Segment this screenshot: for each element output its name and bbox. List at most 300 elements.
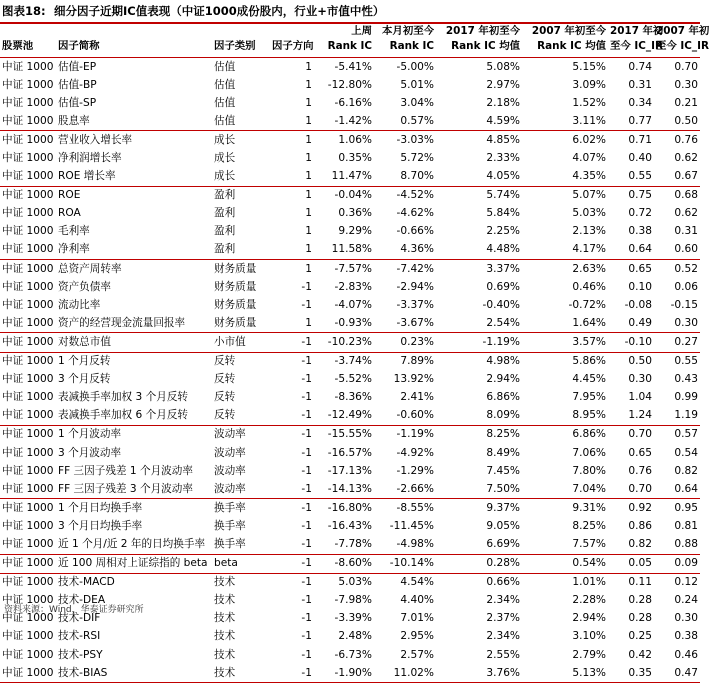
ic-mean-2007-cell: 5.13% [522, 664, 608, 683]
ic-mean-2017-cell: 2.25% [486, 225, 520, 238]
factor-name-cell: 技术-RSI [58, 630, 101, 643]
factor-name-cell: 3 个月波动率 [58, 446, 122, 459]
ic-mean-2007-cell: -0.72% [568, 298, 606, 311]
ic-mean-2017-cell: 2.97% [486, 78, 520, 91]
factor-category-cell: 反转 [214, 373, 236, 386]
ic-ir-2007-cell: 0.21 [674, 96, 698, 109]
last-week-ic-cell: -7.98% [334, 594, 372, 607]
ic-mean-2007-cell: 1.64% [522, 314, 608, 333]
factor-direction-cell: 1 [270, 241, 314, 260]
ic-ir-2017-cell: 0.64 [608, 241, 654, 260]
ic-mean-2007-cell: 2.79% [572, 648, 606, 661]
header-top-cell: 2017 年初 [610, 25, 664, 37]
header-top-cell: 2007 年初至今 [531, 25, 606, 37]
ic-mean-2007-cell: 3.10% [572, 630, 606, 643]
factor-direction-cell: -1 [301, 373, 312, 386]
month-ic-cell: -5.00% [396, 60, 434, 73]
pool-cell: 中证 1000 [2, 576, 54, 589]
month-ic-cell: -2.94% [396, 280, 434, 293]
factor-category-cell: 成长 [214, 152, 236, 165]
month-ic-cell: 5.72% [400, 152, 434, 165]
pool-cell: 中证 1000 [2, 355, 54, 368]
factor-category-cell: 技术 [214, 648, 236, 661]
ic-mean-2017-cell: 6.86% [486, 391, 520, 404]
ic-mean-2017-cell: 9.05% [486, 519, 520, 532]
factor-direction-cell: 1 [305, 133, 312, 146]
ic-mean-2017-cell: 4.98% [486, 355, 520, 368]
table-row [0, 425, 700, 444]
factor-category-cell: 波动率 [214, 446, 246, 459]
ic-mean-2017-cell: 2.18% [486, 96, 520, 109]
ic-ir-2017-cell: 0.55 [608, 168, 654, 187]
pool-cell: 中证 1000 [0, 314, 56, 333]
ic-ir-2017-cell: 0.86 [628, 519, 652, 532]
ic-ir-2017-cell: 0.77 [608, 112, 654, 131]
table-row [0, 389, 700, 407]
pool-cell: 中证 1000 [2, 446, 54, 459]
factor-name-cell: 近 100 周相对上证综指的 beta [56, 554, 212, 573]
pool-cell: 中证 1000 [0, 168, 56, 187]
factor-category-cell: 反转 [214, 355, 236, 368]
ic-ir-2007-cell: 0.55 [674, 355, 698, 368]
factor-name-cell: 1 个月波动率 [58, 428, 122, 441]
table-row [0, 278, 700, 296]
factor-direction-cell: -1 [301, 391, 312, 404]
ic-ir-2007-cell: 0.54 [674, 446, 698, 459]
pool-cell: 中证 1000 [2, 519, 54, 532]
factor-category-cell: beta [212, 554, 270, 573]
last-week-ic-cell: -7.57% [334, 262, 372, 275]
ic-mean-2007-cell: 4.45% [572, 373, 606, 386]
factor-category-cell: 波动率 [212, 480, 270, 499]
table-row [0, 241, 700, 260]
ic-mean-2017-cell: 5.74% [486, 189, 520, 202]
table-row [0, 223, 700, 241]
ic-mean-2017-cell: 7.50% [436, 480, 522, 499]
factor-category-cell: 技术 [214, 612, 236, 625]
month-ic-cell: -1.19% [396, 428, 434, 441]
table-row [0, 462, 700, 480]
factor-category-cell: 盈利 [214, 207, 236, 220]
factor-category-cell: 反转 [212, 407, 270, 426]
factor-name-cell: 资产负债率 [58, 280, 111, 293]
last-week-ic-cell: 11.47% [314, 168, 374, 187]
last-week-ic-cell: -3.39% [334, 612, 372, 625]
month-ic-cell: 8.70% [374, 168, 436, 187]
header-row-bottom [0, 39, 700, 58]
ic-ir-2017-cell: 0.40 [628, 152, 652, 165]
ic-mean-2007-cell: 1.52% [572, 96, 606, 109]
last-week-ic-cell: -7.78% [314, 535, 374, 554]
table-row [0, 646, 700, 664]
ic-mean-2017-cell: 0.28% [436, 554, 522, 573]
ic-ir-2017-cell: -0.10 [608, 333, 654, 352]
last-week-ic-cell: -8.60% [314, 554, 374, 573]
table-row [0, 76, 700, 94]
last-week-ic-cell: 0.35% [338, 152, 372, 165]
factor-direction-cell: 1 [305, 262, 312, 275]
ic-ir-2017-cell: 0.49 [608, 314, 654, 333]
pool-cell: 中证 1000 [0, 241, 56, 260]
factor-category-cell: 技术 [214, 594, 236, 607]
last-week-ic-cell: -12.49% [314, 407, 374, 426]
header-2007-ic-ir: 至今 IC_IR [656, 40, 709, 52]
ic-mean-2007-cell: 4.07% [572, 152, 606, 165]
factor-direction-cell: -1 [301, 355, 312, 368]
last-week-ic-cell: 11.58% [314, 241, 374, 260]
ic-ir-2017-cell: 0.70 [628, 428, 652, 441]
ic-mean-2007-cell: 7.06% [572, 446, 606, 459]
factor-direction-cell: 1 [305, 60, 312, 73]
month-ic-cell: 13.92% [393, 373, 434, 386]
ic-ir-2017-cell: 0.10 [628, 280, 652, 293]
table-row [0, 296, 700, 314]
header-factor-direction: 因子方向 [272, 40, 314, 52]
month-ic-cell: -3.37% [396, 298, 434, 311]
factor-category-cell: 成长 [212, 168, 270, 187]
ic-mean-2007-cell: 9.31% [572, 501, 606, 514]
ic-ir-2007-cell: 0.57 [674, 428, 698, 441]
ic-ir-2007-cell: 0.81 [674, 519, 698, 532]
factor-name-cell: 股息率 [56, 112, 212, 131]
ic-ir-2007-cell: 0.12 [674, 576, 698, 589]
figure-label: 图表18: [2, 4, 46, 18]
ic-ir-2017-cell: 0.35 [608, 664, 654, 683]
pool-cell: 中证 1000 [2, 630, 54, 643]
ic-mean-2017-cell: 8.09% [436, 407, 522, 426]
month-ic-cell: 7.89% [400, 355, 434, 368]
month-ic-cell: -11.45% [389, 519, 434, 532]
month-ic-cell: -4.52% [396, 189, 434, 202]
pool-cell: 中证 1000 [0, 407, 56, 426]
ic-ir-2017-cell: 0.65 [628, 262, 652, 275]
factor-category-cell: 财务质量 [212, 314, 270, 333]
factor-direction-cell: -1 [270, 480, 314, 499]
ic-ir-2017-cell: 1.24 [608, 407, 654, 426]
table-body [0, 58, 700, 683]
last-week-ic-cell: -15.55% [327, 428, 372, 441]
ic-mean-2017-cell: 2.33% [486, 152, 520, 165]
ic-mean-2007-cell: 6.86% [572, 428, 606, 441]
pool-cell: 中证 1000 [2, 280, 54, 293]
month-ic-cell: 11.02% [374, 664, 436, 683]
factor-name-cell: 近 1 个月/近 2 年的日均换手率 [56, 535, 212, 554]
month-ic-cell: -0.60% [374, 407, 436, 426]
ic-mean-2017-cell: 8.49% [486, 446, 520, 459]
factor-category-cell: 估值 [214, 78, 236, 91]
month-ic-cell: -4.92% [396, 446, 434, 459]
ic-ir-2017-cell: 0.65 [628, 446, 652, 459]
pool-cell: 中证 1000 [2, 464, 54, 477]
pool-cell: 中证 1000 [0, 664, 56, 683]
factor-direction-cell: 1 [305, 207, 312, 220]
ic-ir-2007-cell: 0.47 [654, 664, 700, 683]
ic-ir-2007-cell: 0.24 [674, 594, 698, 607]
factor-direction-cell: -1 [301, 594, 312, 607]
factor-name-cell: 3 个月反转 [58, 373, 111, 386]
factor-direction-cell: 1 [305, 78, 312, 91]
factor-direction-cell: -1 [301, 464, 312, 477]
table-row [0, 149, 700, 167]
month-ic-cell: 2.57% [400, 648, 434, 661]
table-row [0, 554, 700, 573]
header-top-cell [56, 24, 212, 39]
ic-ir-2007-cell: 0.64 [654, 480, 700, 499]
factor-direction-cell: 1 [305, 189, 312, 202]
pool-cell: 中证 1000 [2, 78, 54, 91]
factor-direction-cell: -1 [301, 630, 312, 643]
ic-ir-2007-cell: 0.99 [674, 391, 698, 404]
ic-mean-2007-cell: 2.63% [572, 262, 606, 275]
factor-category-cell: 成长 [214, 133, 236, 146]
last-week-ic-cell: 0.36% [338, 207, 372, 220]
factor-direction-cell: 1 [270, 314, 314, 333]
factor-direction-cell: 1 [305, 152, 312, 165]
header-last-week-ic: Rank IC [327, 40, 372, 52]
factor-name-cell: 净利润增长率 [58, 152, 122, 165]
month-ic-cell: -10.14% [374, 554, 436, 573]
ic-ir-2017-cell: 0.30 [628, 373, 652, 386]
ic-ir-2007-cell: 0.82 [674, 464, 698, 477]
ic-ir-2007-cell: 0.68 [674, 189, 698, 202]
ic-ir-2007-cell: 0.70 [674, 60, 698, 73]
ic-ir-2007-cell: 0.62 [674, 152, 698, 165]
ic-mean-2017-cell: 6.69% [436, 535, 522, 554]
month-ic-cell: 2.41% [400, 391, 434, 404]
table-row [0, 314, 700, 333]
pool-cell: 中证 1000 [2, 133, 54, 146]
ic-mean-2007-cell: 7.95% [572, 391, 606, 404]
last-week-ic-cell: -5.52% [334, 373, 372, 386]
month-ic-cell: 0.23% [374, 333, 436, 352]
table-row [0, 94, 700, 112]
month-ic-cell: 2.95% [400, 630, 434, 643]
table-row [0, 333, 700, 352]
factor-category-cell: 盈利 [214, 189, 236, 202]
pool-cell: 中证 1000 [2, 262, 54, 275]
header-2017-ic-ir: 至今 IC_IR [610, 40, 663, 52]
header-month-ic: Rank IC [389, 40, 434, 52]
month-ic-cell: -1.29% [396, 464, 434, 477]
factor-direction-cell: -1 [301, 280, 312, 293]
ic-ir-2017-cell: 0.05 [608, 554, 654, 573]
pool-cell: 中证 1000 [0, 480, 56, 499]
ic-ir-2007-cell: 0.50 [654, 112, 700, 131]
ic-ir-2007-cell: 1.19 [654, 407, 700, 426]
last-week-ic-cell: -1.42% [314, 112, 374, 131]
table-row [0, 205, 700, 223]
ic-mean-2007-cell: 5.07% [572, 189, 606, 202]
ic-mean-2017-cell: 9.37% [486, 501, 520, 514]
pool-cell: 中证 1000 [0, 333, 56, 352]
factor-direction-cell: -1 [301, 576, 312, 589]
factor-category-cell: 财务质量 [214, 298, 257, 311]
pool-cell: 中证 1000 [2, 189, 54, 202]
header-top-cell: 上周 [351, 25, 372, 37]
header-top-cell: 2017 年初至今 [445, 25, 520, 37]
header-factor-name: 因子简称 [58, 40, 100, 52]
ic-ir-2017-cell: 0.34 [628, 96, 652, 109]
ic-mean-2007-cell: 5.15% [572, 60, 606, 73]
factor-name-cell: 估值-BP [58, 78, 97, 91]
factor-direction-cell: -1 [301, 519, 312, 532]
header-2017-ic-mean: Rank IC 均值 [451, 40, 520, 52]
ic-mean-2007-cell: 1.01% [572, 576, 606, 589]
factor-name-cell: 对数总市值 [56, 333, 212, 352]
factor-category-cell: 反转 [214, 391, 236, 404]
factor-category-cell: 估值 [214, 60, 236, 73]
month-ic-cell: 5.01% [400, 78, 434, 91]
factor-category-cell: 换手率 [212, 535, 270, 554]
factor-direction-cell: 1 [270, 168, 314, 187]
ic-ir-2007-cell: -0.15 [670, 298, 698, 311]
ic-ir-2017-cell: 0.28 [628, 612, 652, 625]
ic-mean-2017-cell: 5.84% [486, 207, 520, 220]
ic-ir-2017-cell: 0.28 [628, 594, 652, 607]
factor-category-cell: 技术 [214, 576, 236, 589]
ic-ir-2017-cell: 0.74 [628, 60, 652, 73]
table-row [0, 664, 700, 683]
factor-category-cell: 财务质量 [214, 280, 257, 293]
table-row [0, 112, 700, 131]
ic-mean-2007-cell: 3.11% [522, 112, 608, 131]
header-top-cell [0, 24, 56, 39]
table-row [0, 499, 700, 518]
factor-direction-cell: -1 [301, 446, 312, 459]
ic-ir-2017-cell: 1.04 [628, 391, 652, 404]
ic-ir-2007-cell: 0.31 [674, 225, 698, 238]
factor-direction-cell: -1 [301, 298, 312, 311]
ic-table [0, 24, 709, 683]
header-top-cell [270, 24, 314, 39]
pool-cell: 中证 1000 [2, 391, 54, 404]
factor-name-cell: FF 三因子残差 3 个月波动率 [56, 480, 212, 499]
ic-ir-2017-cell: 0.71 [628, 133, 652, 146]
month-ic-cell: 4.40% [400, 594, 434, 607]
ic-ir-2007-cell: 0.62 [674, 207, 698, 220]
factor-name-cell: 技术-DEA [58, 594, 106, 607]
ic-mean-2017-cell: 0.66% [486, 576, 520, 589]
ic-mean-2017-cell: 4.05% [436, 168, 522, 187]
header-top-cell [212, 24, 270, 39]
month-ic-cell: 0.57% [374, 112, 436, 131]
factor-direction-cell: -1 [301, 428, 312, 441]
ic-mean-2017-cell: 2.34% [486, 594, 520, 607]
last-week-ic-cell: 5.03% [338, 576, 372, 589]
ic-mean-2007-cell: 5.03% [572, 207, 606, 220]
table-row [0, 131, 700, 150]
month-ic-cell: -3.03% [396, 133, 434, 146]
factor-name-cell: 表减换手率加权 3 个月反转 [58, 391, 189, 404]
factor-name-cell: FF 三因子残差 1 个月波动率 [58, 464, 193, 477]
ic-mean-2017-cell: 4.59% [436, 112, 522, 131]
last-week-ic-cell: 9.29% [338, 225, 372, 238]
factor-category-cell: 波动率 [214, 428, 246, 441]
pool-cell: 中证 1000 [0, 554, 56, 573]
last-week-ic-cell: -12.80% [327, 78, 372, 91]
table-row [0, 58, 700, 77]
last-week-ic-cell: -4.07% [334, 298, 372, 311]
last-week-ic-cell: -14.13% [314, 480, 374, 499]
last-week-ic-cell: -16.57% [327, 446, 372, 459]
factor-direction-cell: -1 [270, 535, 314, 554]
factor-category-cell: 盈利 [212, 241, 270, 260]
ic-ir-2007-cell: 0.67 [654, 168, 700, 187]
factor-direction-cell: -1 [270, 407, 314, 426]
table-row [0, 371, 700, 389]
factor-category-cell: 换手率 [214, 519, 246, 532]
ic-mean-2007-cell: 4.17% [522, 241, 608, 260]
ic-mean-2017-cell: 4.48% [436, 241, 522, 260]
month-ic-cell: -3.67% [374, 314, 436, 333]
ic-ir-2007-cell: 0.30 [654, 314, 700, 333]
ic-ir-2007-cell: 0.52 [674, 262, 698, 275]
pool-cell: 中证 1000 [2, 60, 54, 73]
pool-cell: 中证 1000 [0, 535, 56, 554]
ic-ir-2017-cell: 0.11 [628, 576, 652, 589]
table-row [0, 480, 700, 499]
factor-direction-cell: -1 [270, 333, 314, 352]
table-row [0, 444, 700, 462]
factor-category-cell: 估值 [212, 112, 270, 131]
month-ic-cell: 3.04% [400, 96, 434, 109]
factor-name-cell: 3 个月日均换手率 [58, 519, 143, 532]
table-row [0, 573, 700, 592]
last-week-ic-cell: -16.80% [327, 501, 372, 514]
ic-mean-2007-cell: 4.35% [522, 168, 608, 187]
pool-cell: 中证 1000 [0, 112, 56, 131]
header-pool: 股票池 [2, 40, 34, 52]
pool-cell: 中证 1000 [2, 612, 54, 625]
ic-ir-2017-cell: 0.70 [608, 480, 654, 499]
ic-mean-2007-cell: 2.13% [572, 225, 606, 238]
ic-mean-2007-cell: 8.95% [522, 407, 608, 426]
ic-mean-2007-cell: 0.46% [572, 280, 606, 293]
ic-ir-2007-cell: 0.27 [654, 333, 700, 352]
ic-ir-2007-cell: 0.60 [654, 241, 700, 260]
ic-ir-2007-cell: 0.30 [674, 612, 698, 625]
factor-name-cell: 流动比率 [58, 298, 101, 311]
ic-ir-2017-cell: 0.76 [628, 464, 652, 477]
factor-name-cell: 营业收入增长率 [58, 133, 133, 146]
ic-ir-2007-cell: 0.88 [654, 535, 700, 554]
factor-category-cell: 换手率 [214, 501, 246, 514]
factor-name-cell: 技术-BIAS [56, 664, 212, 683]
factor-category-cell: 技术 [214, 630, 236, 643]
table-row [0, 517, 700, 535]
ic-mean-2007-cell: 7.57% [522, 535, 608, 554]
pool-cell: 中证 1000 [2, 298, 54, 311]
last-week-ic-cell: -3.74% [334, 355, 372, 368]
last-week-ic-cell: -17.13% [327, 464, 372, 477]
ic-ir-2007-cell: 0.76 [674, 133, 698, 146]
ic-mean-2017-cell: 2.55% [486, 648, 520, 661]
table-row [0, 407, 700, 426]
ic-mean-2017-cell: 5.08% [486, 60, 520, 73]
factor-category-cell: 波动率 [214, 464, 246, 477]
ic-mean-2007-cell: 7.04% [522, 480, 608, 499]
factor-direction-cell: -1 [301, 648, 312, 661]
pool-cell: 中证 1000 [2, 373, 54, 386]
source-note: 资料来源：Wind，华泰证券研究所 [4, 605, 144, 615]
last-week-ic-cell: 2.48% [338, 630, 372, 643]
ic-ir-2007-cell: 0.43 [674, 373, 698, 386]
ic-ir-2017-cell: 0.82 [608, 535, 654, 554]
last-week-ic-cell: -10.23% [314, 333, 374, 352]
last-week-ic-cell: -2.83% [334, 280, 372, 293]
ic-ir-2017-cell: 0.42 [628, 648, 652, 661]
pool-cell: 中证 1000 [2, 501, 54, 514]
